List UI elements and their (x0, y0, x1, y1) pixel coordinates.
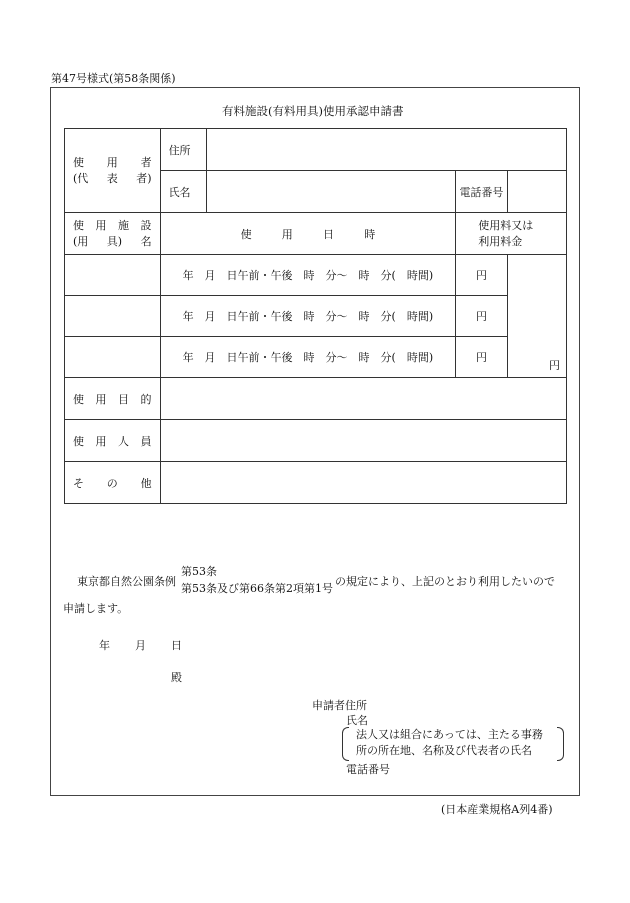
left-brace (342, 727, 349, 761)
name-label: 氏名 (160, 171, 206, 213)
ordinance-prefix: 東京都自然公園条例 (77, 575, 176, 588)
facility-label: 使 用 施 設 (用 具) 名 (65, 213, 161, 255)
corporate-note: 法人又は組合にあっては、主たる事務 所の所在地、名称及び代表者の氏名 (342, 727, 564, 761)
address-label: 住所 (160, 129, 206, 171)
date-year: 年 (99, 639, 110, 652)
datetime-row[interactable]: 年 月 日午前・午後 時 分～ 時 分( 時間) (160, 337, 456, 378)
people-label: 使 用 人 員 (65, 420, 161, 462)
datetime-row[interactable]: 年 月 日午前・午後 時 分～ 時 分( 時間) (160, 296, 456, 337)
facility-field[interactable] (65, 255, 161, 296)
applicant-name-label: 氏名 (346, 714, 368, 727)
facility-field[interactable] (65, 337, 161, 378)
addressee: 殿 (171, 671, 182, 684)
ordinance-option-1: 第53条 (181, 565, 217, 578)
date-day: 日 (171, 639, 182, 652)
paper-size-note: (日本産業規格A列4番) (441, 803, 553, 816)
other-label: そ の 他 (65, 462, 161, 504)
ordinance-line2: 申請します。 (63, 602, 129, 615)
ordinance-suffix: の規定により、上記のとおり利用したいので (335, 575, 555, 588)
people-field[interactable] (160, 420, 566, 462)
purpose-field[interactable] (160, 378, 566, 420)
address-field[interactable] (206, 129, 566, 171)
datetime-row[interactable]: 年 月 日午前・午後 時 分～ 時 分( 時間) (160, 255, 456, 296)
other-field[interactable] (160, 462, 566, 504)
fee-row[interactable]: 円 (456, 296, 507, 337)
form-title: 有料施設(有料用具)使用承認申請書 (222, 104, 404, 118)
form-number: 第47号様式(第58条関係) (51, 72, 176, 85)
right-brace (557, 727, 564, 761)
applicant-phone-label: 電話番号 (346, 763, 390, 776)
applicant-address-label: 申請者住所 (312, 699, 367, 712)
ordinance-option-2: 第53条及び第66条第2項第1号 (181, 582, 333, 595)
application-table (64, 128, 567, 504)
fee-header: 使用料又は 利用料金 (456, 213, 567, 255)
phone-field[interactable] (507, 171, 566, 213)
fee-total[interactable]: 円 (507, 255, 566, 378)
name-field[interactable] (206, 171, 455, 213)
phone-label: 電話番号 (456, 171, 507, 213)
fee-row[interactable]: 円 (456, 255, 507, 296)
user-label: 使 用 者 (代 表 者) (65, 129, 161, 213)
purpose-label: 使 用 目 的 (65, 378, 161, 420)
fee-row[interactable]: 円 (456, 337, 507, 378)
facility-field[interactable] (65, 296, 161, 337)
datetime-header: 使 用 日 時 (160, 213, 456, 255)
date-month: 月 (135, 639, 146, 652)
